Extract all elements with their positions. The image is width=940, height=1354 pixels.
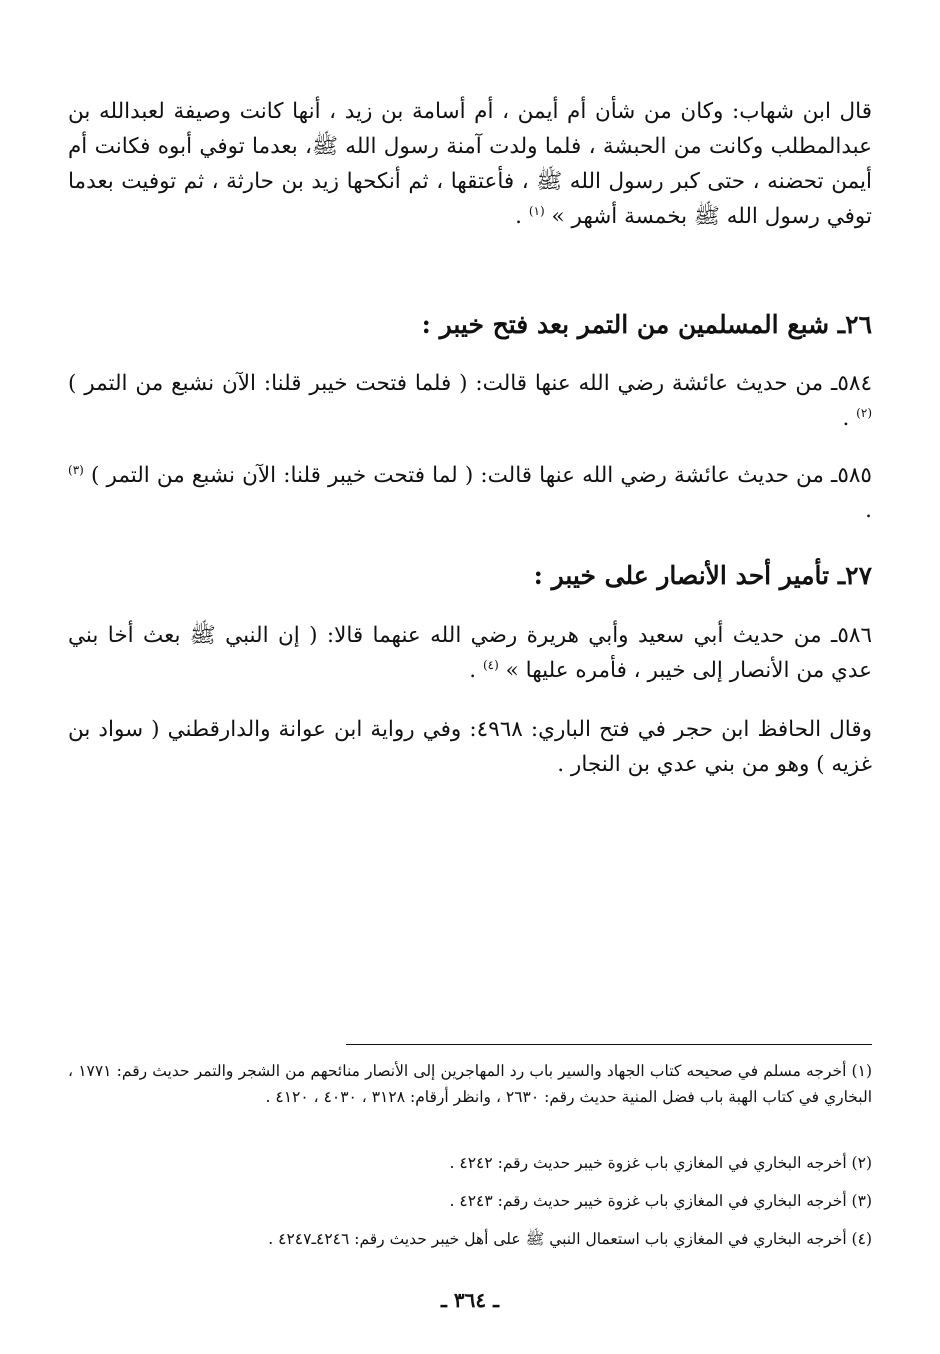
footnote-divider <box>346 1044 872 1045</box>
hadith-585-end: . <box>865 498 872 523</box>
hadith-584 <box>68 366 872 436</box>
intro-paragraph <box>68 94 872 234</box>
footnote-1: (١) أخرجه مسلم في صحيحه كتاب الجهاد والسير باب رد المهاجرين إلى الأنصار منائحهم من الشجر والتمر حديث رقم: ١٧٧١ ، البخاري في كتاب الهبة باب فضل المنية حديث رقم: ٢٦٣٠ ، وانظر أرقام: ٣١٢٨ ، ٤٠٣٠ ، ٤١٢٠ . <box>68 1062 872 1106</box>
intro-text: قال ابن شهاب: وكان من شأن أم أيمن ، أم أسامة بن زيد ، أنها كانت وصيفة لعبدالله بن عبدالمطلب وكانت من الحبشة ، فلما ولدت آمنة رسول الله ﷺ، بعدما توفي أبوه فكانت أم أيمن تحضنه ، حتى كبر رسول الله ﷺ ، فأعتقها ، ثم أنكحها زيد بن حارثة ، ثم توفيت بعدما توفي رسول الله ﷺ بخمسة أشهر » <box>68 99 872 229</box>
footnote-ref-3: (٣) <box>68 462 84 477</box>
hadith-584-text: ٥٨٤ـ من حديث عائشة رضي الله عنها قالت: ( فلما فتحت خيبر قلنا: الآن نشبع من التمر ) <box>68 371 872 396</box>
hadith-585 <box>68 458 872 528</box>
hadith-584-end: . <box>842 406 850 431</box>
hadith-586 <box>68 618 872 688</box>
hadith-586-end: . <box>469 658 477 683</box>
footnote-4: (٤) أخرجه البخاري في المغازي باب استعمال النبي ﷺ على أهل خيبر حديث رقم: ٤٢٤٦ـ٤٢٤٧ . <box>268 1230 872 1248</box>
page-number: ـ ٣٦٤ ـ <box>441 1288 499 1312</box>
section-26-heading: ٢٦ـ شبع المسلمين من التمر بعد فتح خيبر : <box>421 310 872 339</box>
footnote-ref-2: (٢) <box>856 405 872 420</box>
intro-end: . <box>515 204 522 229</box>
hadith-586-text: ٥٨٦ـ من حديث أبي سعيد وأبي هريرة رضي الله عنهما قالا: ( إن النبي ﷺ بعث أخا بني عدي من الأنصار إلى خيبر ، فأمره عليها » <box>68 623 872 683</box>
hadith-585-text: ٥٨٥ـ من حديث عائشة رضي الله عنها قالت: ( لما فتحت خيبر قلنا: الآن نشبع من التمر ) <box>90 463 872 488</box>
footnote-ref-4: (٤) <box>482 657 499 672</box>
footnote-2: (٢) أخرجه البخاري في المغازي باب غزوة خيبر حديث رقم: ٤٢٤٢ . <box>449 1154 872 1172</box>
footnote-ref-1: (١) <box>528 203 545 218</box>
section-27-heading: ٢٧ـ تأمير أحد الأنصار على خيبر : <box>533 561 872 590</box>
footnote-3: (٣) أخرجه البخاري في المغازي باب غزوة خيبر حديث رقم: ٤٢٤٣ . <box>449 1192 872 1210</box>
hafiz-commentary: وقال الحافظ ابن حجر في فتح الباري: ٤٩٦٨: وفي رواية ابن عوانة والدارقطني ( سواد بن غزيه ) وهو من بني عدي بن النجار . <box>68 717 872 777</box>
